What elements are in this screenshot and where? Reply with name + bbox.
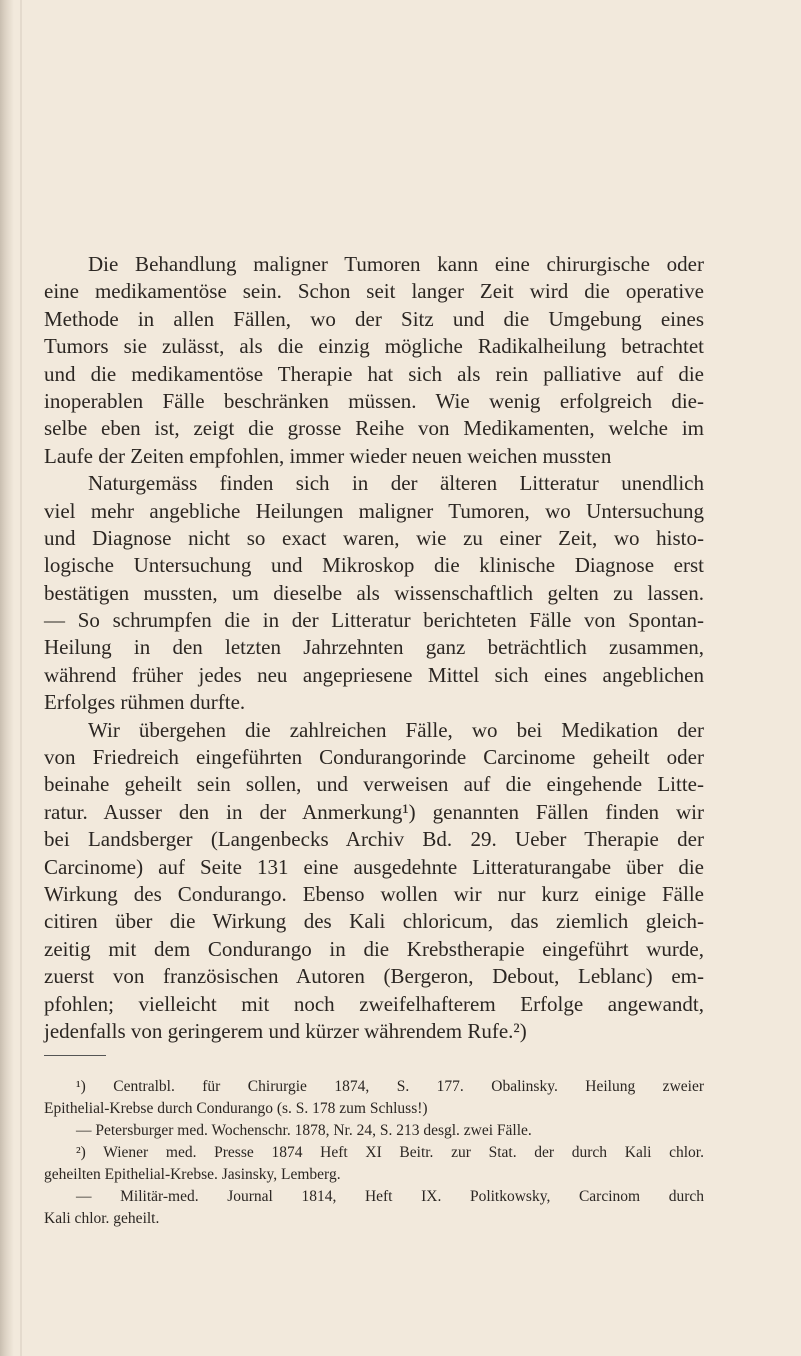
paragraph-line: inoperablen Fälle beschränken müssen. Wie wenig erfolgreich die- — [44, 388, 704, 413]
page-edge-line — [20, 0, 22, 1356]
paragraph-line: und die medikamentöse Therapie hat sich als rein palliative auf die — [44, 361, 704, 386]
paragraph-line: beinahe geheilt sein sollen, und verweisen auf die eingehende Litte- — [44, 772, 704, 797]
footnote-separator — [44, 1055, 106, 1056]
paragraph-line: eine medikamentöse sein. Schon seit langer Zeit wird die operative — [44, 279, 704, 304]
paragraph-line: von Friedreich eingeführten Condurangorinde Carcinome geheilt oder — [44, 745, 704, 770]
paragraph-line: Naturgemäss finden sich in der älteren Litteratur unendlich — [88, 471, 704, 496]
paragraph-line: logische Untersuchung und Mikroskop die klinische Diagnose erst — [44, 553, 704, 578]
paragraph-line: ratur. Ausser den in der Anmerkung¹) genannten Fällen finden wir — [44, 799, 704, 824]
footnote-line: — Militär-med. Journal 1814, Heft IX. Politkowsky, Carcinom durch — [76, 1188, 704, 1205]
paragraph-line: und Diagnose nicht so exact waren, wie zu einer Zeit, wo histo- — [44, 525, 704, 550]
body-text — [44, 251, 704, 1045]
footnote-line: ¹) Centralbl. für Chirurgie 1874, S. 177. Obalinsky. Heilung zweier — [76, 1078, 704, 1095]
footnote-line: Epithelial-Krebse durch Condurango (s. S. 178 zum Schluss!) — [44, 1100, 428, 1117]
footnote-line: Kali chlor. geheilt. — [44, 1210, 160, 1227]
paragraph-line: citiren über die Wirkung des Kali chloricum, das ziemlich gleich- — [44, 909, 704, 934]
paragraph-line: Carcinome) auf Seite 131 eine ausgedehnte Litteraturangabe über die — [44, 854, 704, 879]
paragraph-line: viel mehr angebliche Heilungen maligner Tumoren, wo Untersuchung — [44, 498, 704, 523]
paragraph-line: pfohlen; vielleicht mit noch zweifelhafterem Erfolge angewandt, — [44, 991, 704, 1016]
paragraph-line: — So schrumpfen die in der Litteratur berichteten Fälle von Spontan- — [44, 608, 704, 633]
footnote-line: ²) Wiener med. Presse 1874 Heft XI Beitr. zur Stat. der durch Kali chlor. — [76, 1144, 704, 1161]
footnotes — [44, 1076, 704, 1230]
footnote-line: geheilten Epithelial-Krebse. Jasinsky, Lemberg. — [44, 1166, 341, 1183]
paragraph-line: jedenfalls von geringerem und kürzer währendem Rufe.²) — [44, 1018, 527, 1043]
paragraph-line: Wirkung des Condurango. Ebenso wollen wir nur kurz einige Fälle — [44, 881, 704, 906]
paragraph-line: bei Landsberger (Langenbecks Archiv Bd. 29. Ueber Therapie der — [44, 827, 704, 852]
paragraph-line: Erfolges rühmen durfte. — [44, 690, 246, 715]
paragraph-line: Heilung in den letzten Jahrzehnten ganz beträchtlich zusammen, — [44, 635, 704, 660]
paragraph-line: Wir übergehen die zahlreichen Fälle, wo bei Medikation der — [88, 717, 704, 742]
paragraph-line: zeitig mit dem Condurango in die Krebstherapie eingeführt wurde, — [44, 936, 704, 961]
paragraph-line: Methode in allen Fällen, wo der Sitz und die Umgebung eines — [44, 306, 704, 331]
paragraph-line: Die Behandlung maligner Tumoren kann eine chirurgische oder — [88, 252, 704, 276]
paragraph-line: während früher jedes neu angepriesene Mittel sich eines angeblichen — [44, 662, 704, 687]
paragraph-line: Laufe der Zeiten empfohlen, immer wieder neuen weichen mussten — [44, 443, 612, 468]
paragraph-line: zuerst von französischen Autoren (Bergeron, Debout, Leblanc) em- — [44, 964, 704, 989]
paragraph-line: bestätigen mussten, um dieselbe als wissenschaftlich gelten zu lassen. — [44, 580, 704, 605]
page-binding-shadow — [0, 0, 14, 1356]
footnote-line: — Petersburger med. Wochenschr. 1878, Nr. 24, S. 213 desgl. zwei Fälle. — [76, 1122, 532, 1139]
paragraph-line: selbe eben ist, zeigt die grosse Reihe von Medikamenten, welche im — [44, 416, 704, 441]
paragraph-line: Tumors sie zulässt, als die einzig mögliche Radikalheilung betrachtet — [44, 334, 704, 359]
